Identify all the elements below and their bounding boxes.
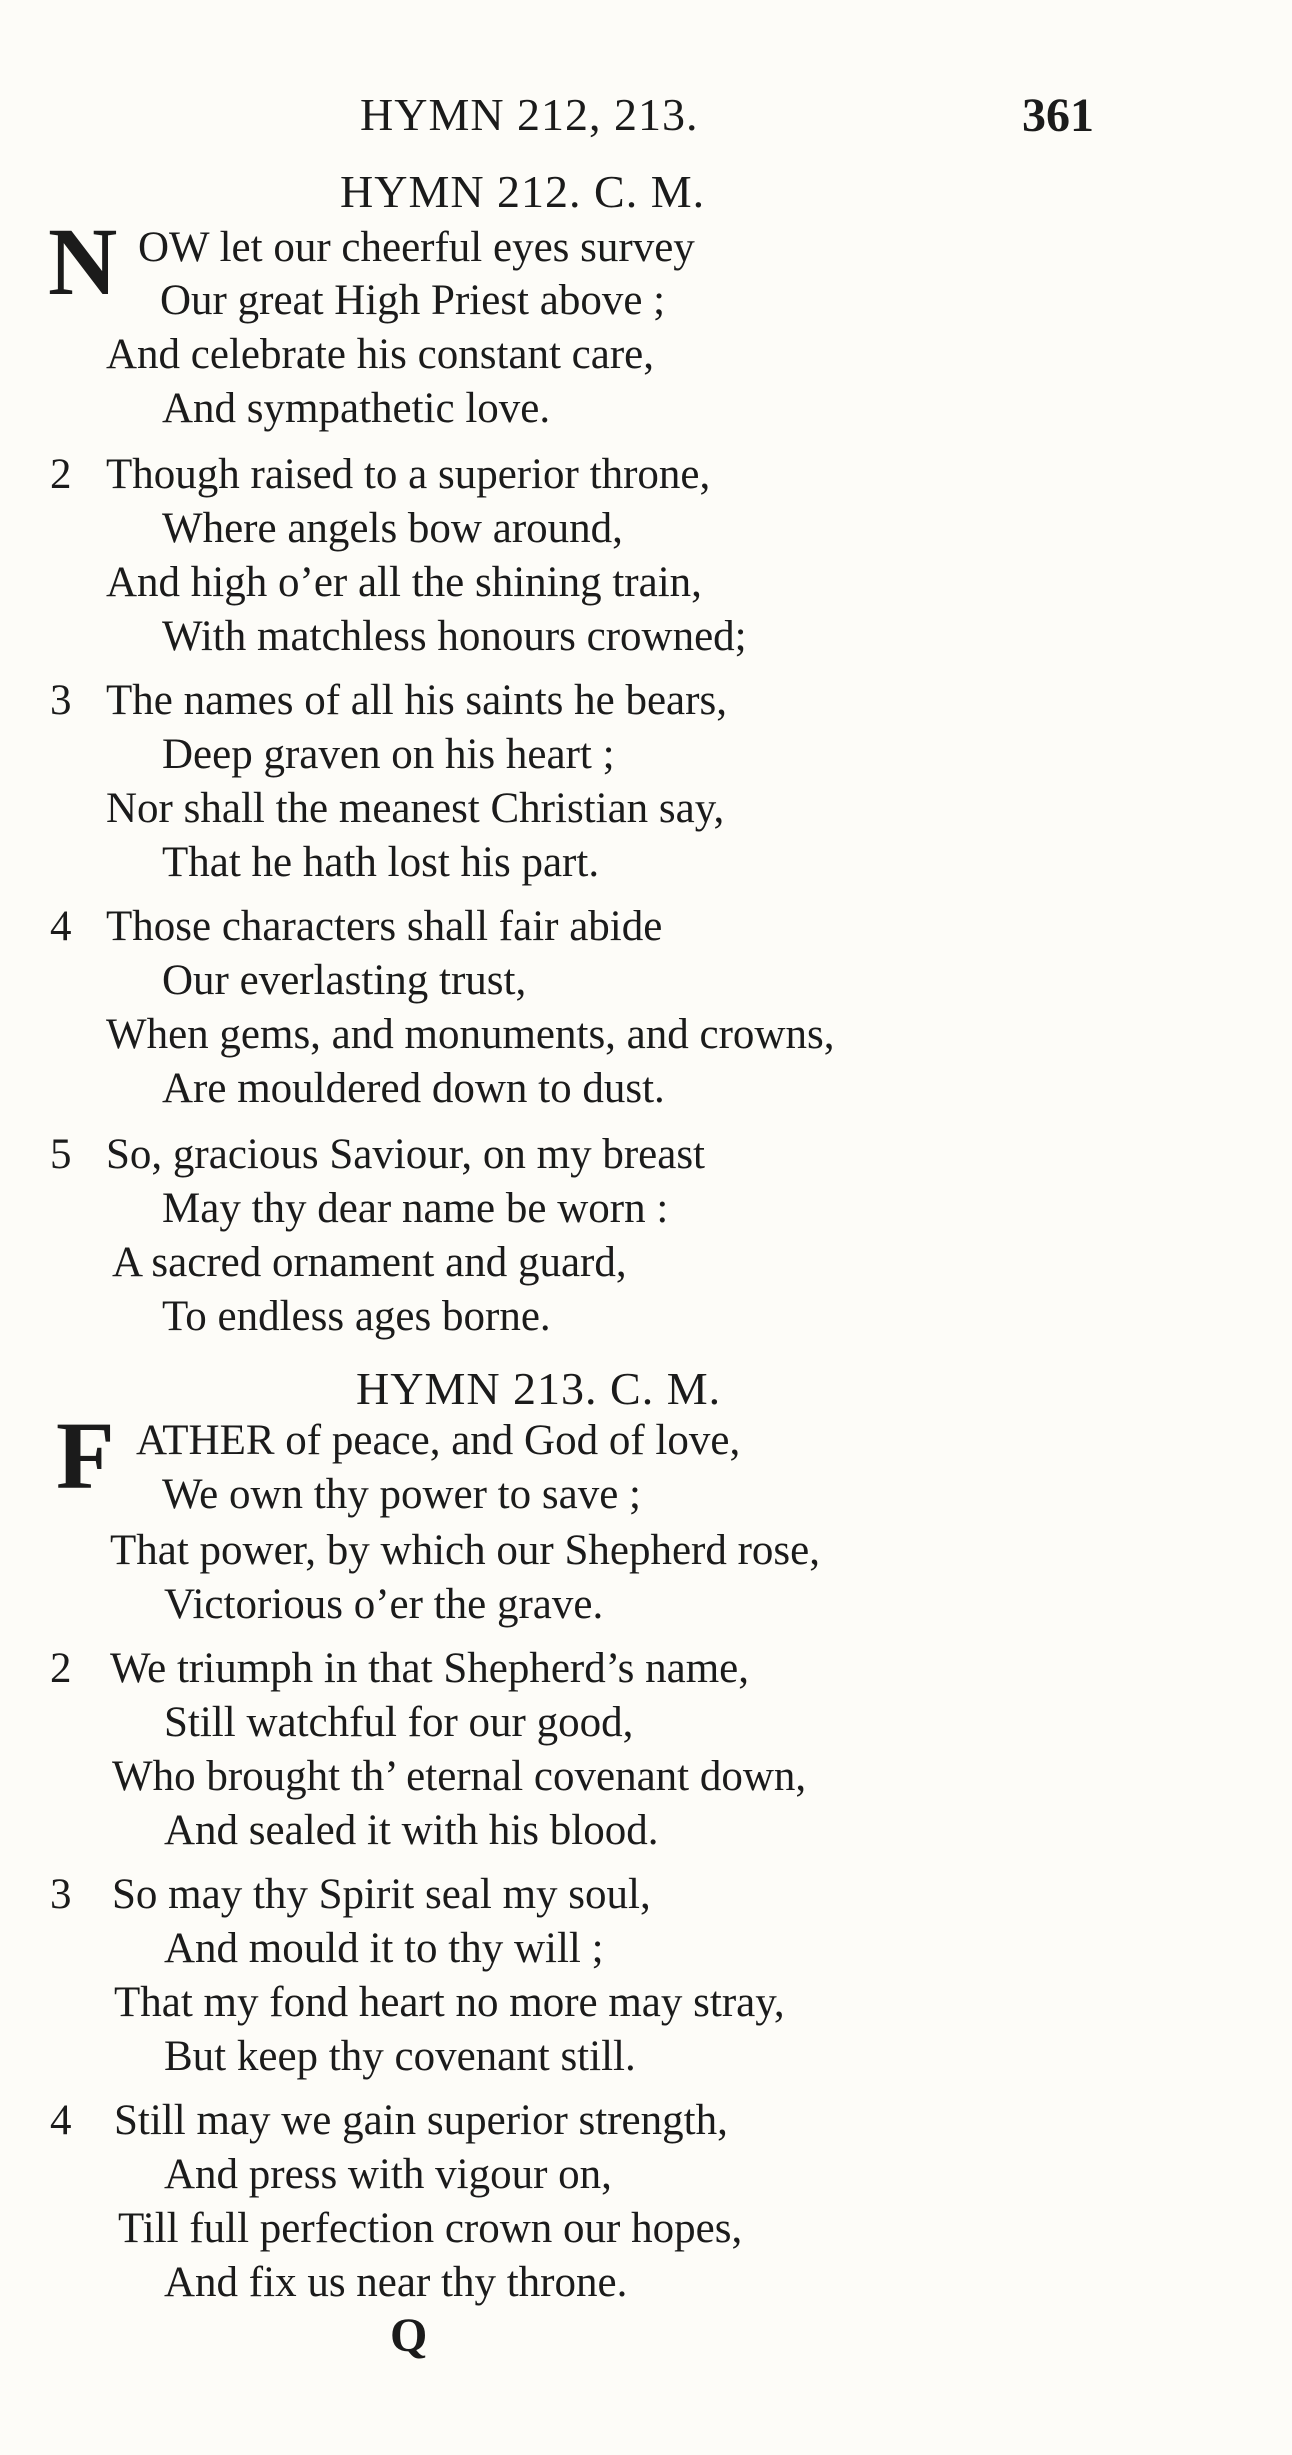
hymn-213-heading: HYMN 213. C. M.: [356, 1363, 722, 1414]
hymn-213-verse-4-number: 4: [50, 2097, 72, 2144]
hymn-212-verse-4-line-4: Are mouldered down to dust.: [162, 1065, 665, 1112]
hymn-212-verse-1-line-4: And sympathetic love.: [162, 385, 551, 432]
hymn-213-verse-1-line-2: We own thy power to save ;: [162, 1471, 641, 1518]
hymn-212-verse-3-line-3: Nor shall the meanest Christian say,: [106, 785, 725, 832]
hymn-213-verse-3-line-1: So may thy Spirit seal my soul,: [112, 1871, 651, 1918]
hymn-213-verse-3-number: 3: [50, 1871, 72, 1918]
hymn-212-verse-5-line-2: May thy dear name be worn :: [162, 1185, 669, 1232]
hymn-212-verse-2-line-4: With matchless honours crowned;: [162, 613, 747, 660]
hymn-212-verse-4-line-1: Those characters shall fair abide: [106, 903, 663, 950]
hymn-213-verse-3-line-2: And mould it to thy will ;: [164, 1925, 604, 1972]
hymn-212-verse-3-line-2: Deep graven on his heart ;: [162, 731, 615, 778]
hymn-213-verse-1-line-1: ATHER of peace, and God of love,: [136, 1417, 741, 1464]
hymn-213-verse-4-line-4: And fix us near thy throne.: [164, 2259, 628, 2306]
signature-mark: Q: [390, 2309, 428, 2362]
hymn-212-verse-4-line-3: When gems, and monuments, and crowns,: [106, 1011, 835, 1058]
hymn-212-verse-5-line-1: So, gracious Saviour, on my breast: [106, 1131, 705, 1178]
hymn-213-verse-4-line-2: And press with vigour on,: [164, 2151, 612, 2198]
hymn-212-verse-1-line-1: OW let our cheerful eyes survey: [138, 224, 695, 271]
hymn-213-verse-1-line-4: Victorious o’er the grave.: [164, 1581, 604, 1628]
hymn-212-verse-3-line-1: The names of all his saints he bears,: [106, 677, 727, 724]
hymn-212-verse-1-line-3: And celebrate his constant care,: [106, 331, 654, 378]
hymn-213-verse-2-number: 2: [50, 1645, 72, 1692]
hymn-212-heading: HYMN 212. C. M.: [340, 166, 706, 217]
hymn-212-verse-5-line-3: A sacred ornament and guard,: [112, 1239, 627, 1286]
hymn-213-drop-cap: F: [56, 1402, 115, 1509]
hymn-213-verse-3-line-3: That my fond heart no more may stray,: [114, 1979, 785, 2026]
hymn-213-verse-2-line-4: And sealed it with his blood.: [164, 1807, 659, 1854]
hymn-212-verse-2-line-1: Though raised to a superior throne,: [106, 451, 711, 498]
hymn-213-verse-2-line-1: We triumph in that Shepherd’s name,: [110, 1645, 750, 1692]
hymn-213-verse-4-line-1: Still may we gain superior strength,: [114, 2097, 728, 2144]
hymn-212-verse-4-number: 4: [50, 903, 72, 950]
hymn-212-verse-5-number: 5: [50, 1131, 72, 1178]
hymn-212-verse-3-number: 3: [50, 677, 72, 724]
hymn-212-verse-2-line-2: Where angels bow around,: [162, 505, 623, 552]
hymn-212-verse-5-line-4: To endless ages borne.: [162, 1293, 551, 1340]
hymn-212-verse-2-number: 2: [50, 451, 72, 498]
hymn-212-verse-2-line-3: And high o’er all the shining train,: [106, 559, 702, 606]
hymn-213-verse-2-line-3: Who brought th’ eternal covenant down,: [112, 1753, 807, 1800]
hymn-213-verse-4-line-3: Till full perfection crown our hopes,: [118, 2205, 743, 2252]
hymn-212-verse-3-line-4: That he hath lost his part.: [162, 839, 600, 886]
hymn-212-drop-cap: N: [48, 208, 118, 315]
hymn-213-verse-1-line-3: That power, by which our Shepherd rose,: [110, 1527, 820, 1574]
page-number: 361: [1022, 89, 1094, 142]
hymn-213-verse-3-line-4: But keep thy covenant still.: [164, 2033, 636, 2080]
hymn-213-verse-2-line-2: Still watchful for our good,: [164, 1699, 634, 1746]
running-title: HYMN 212, 213.: [360, 89, 699, 140]
hymn-212-verse-4-line-2: Our everlasting trust,: [162, 957, 527, 1004]
hymn-212-verse-1-line-2: Our great High Priest above ;: [160, 277, 666, 324]
